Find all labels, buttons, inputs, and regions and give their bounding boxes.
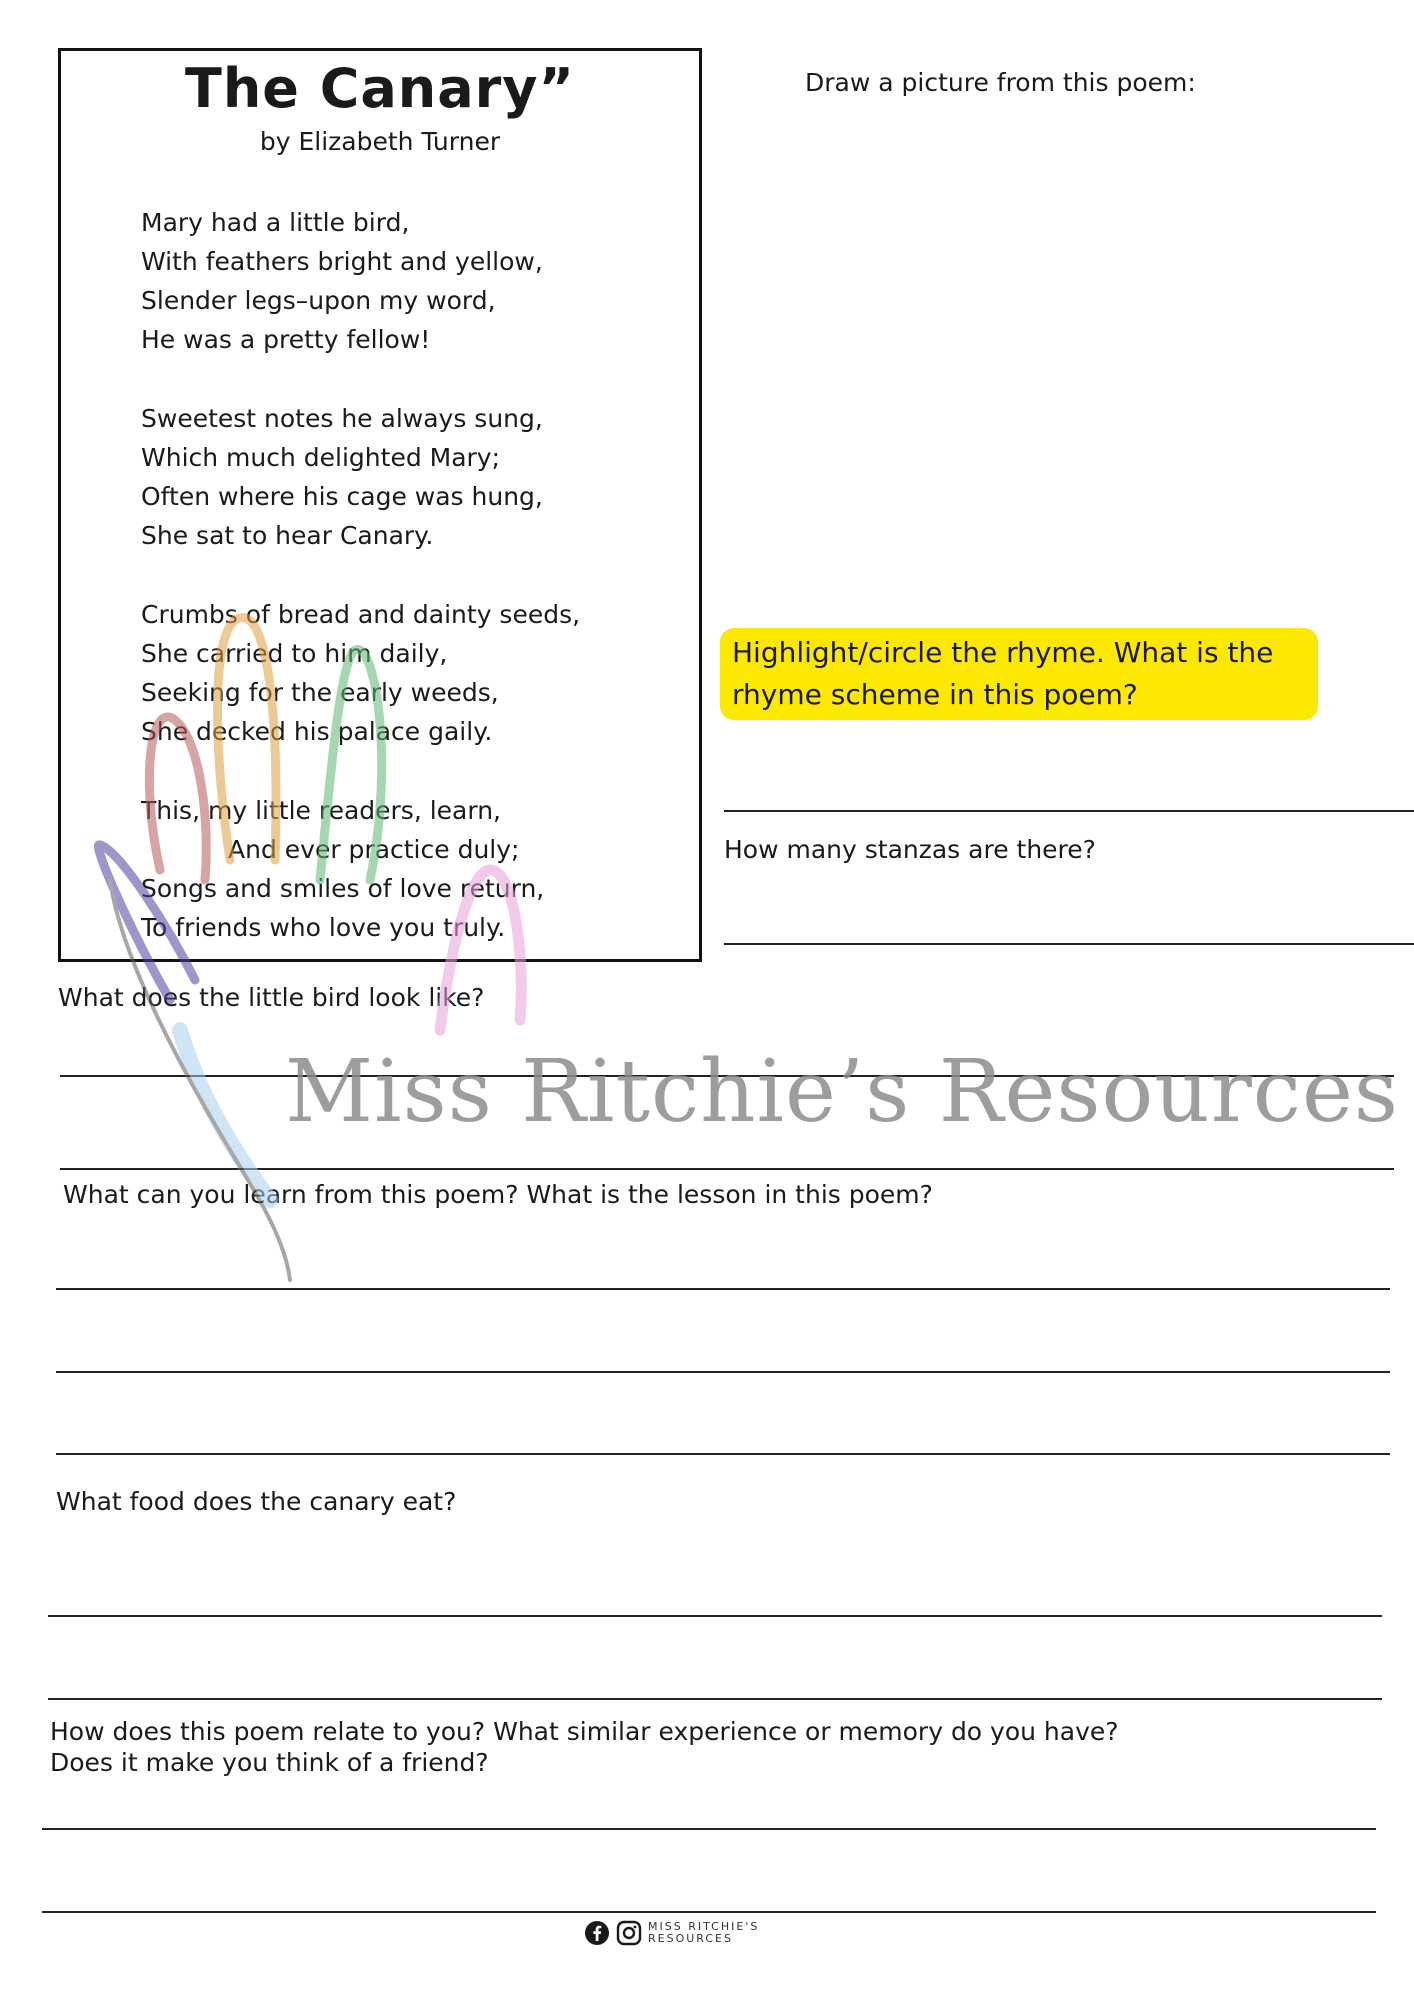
look-question: What does the little bird look like? [58,983,485,1012]
poem-line: Crumbs of bread and dainty seeds, [141,600,581,629]
facebook-icon[interactable] [584,1920,610,1946]
poem-line: She decked his palace gaily. [141,717,493,746]
poem-line: Mary had a little bird, [141,208,410,237]
poem-author: by Elizabeth Turner [259,127,501,156]
footer-brand [648,1921,759,1945]
poem-line: She carried to him daily, [141,639,448,668]
scribble-stroke-orange [218,617,276,860]
poem-line: She sat to hear Canary. [141,521,434,550]
poem-line: Sweetest notes he always sung, [141,404,543,433]
poem-line: This, my little readers, learn, [141,796,501,825]
poem-line: Which much delighted Mary; [141,443,501,472]
scribble-stroke-purple [98,845,195,1000]
scribble-stroke-pink [440,870,521,1030]
watermark: Miss Ritchie’s Resources [285,1042,1399,1142]
poem-title: The Canary” [185,57,575,120]
draw-prompt: Draw a picture from this poem: [805,68,1196,97]
poem-line: And ever practice duly; [228,835,520,864]
poem-line: To friends who love you truly. [141,913,506,942]
poem-line: With feathers bright and yellow, [141,247,543,276]
scribble-stroke-blue [180,1030,270,1200]
footer [584,1920,759,1946]
lesson-question: What can you learn from this poem? What is the lesson in this poem? [63,1180,933,1209]
food-question: What food does the canary eat? [56,1487,457,1516]
footer-brand-line: RESOURCES [648,1932,733,1945]
rhyme-prompt-line: rhyme scheme in this poem? [732,678,1138,711]
poem-line: Songs and smiles of love return, [141,874,545,903]
instagram-icon[interactable] [616,1920,642,1946]
footer-brand-line: MISS RITCHIE'S [648,1920,760,1933]
scribble-stroke-green [320,649,382,880]
rhyme-prompt-line: Highlight/circle the rhyme. What is the [732,636,1274,669]
scribble-stroke-red [149,717,206,880]
poem-line: Seeking for the early weeds, [141,678,499,707]
stanzas-question: How many stanzas are there? [724,835,1096,864]
poem-line: He was a pretty fellow! [141,325,431,354]
relate-question-line: Does it make you think of a friend? [50,1748,489,1777]
relate-question-line: How does this poem relate to you? What similar experience or memory do you have? [50,1717,1119,1746]
poem-line: Often where his cage was hung, [141,482,543,511]
poem-line: Slender legs–upon my word, [141,286,496,315]
